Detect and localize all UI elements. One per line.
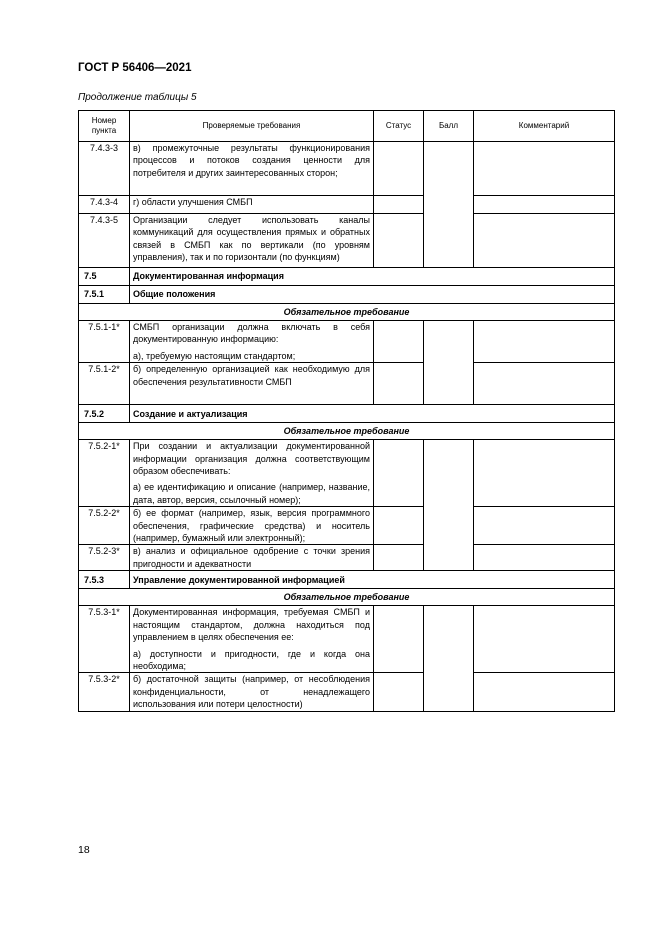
comment-cell[interactable] xyxy=(474,606,615,673)
table-row xyxy=(79,363,615,405)
section-row xyxy=(79,268,615,286)
requirement-text: Организации следует использовать каналы коммуникаций для осуществления прямых и обратных связей в СМБП как по вертикали (по уровням управления), так и по горизонтали (по функциям) xyxy=(130,214,374,268)
mandatory-requirement-label: Обязательное требование xyxy=(79,423,615,440)
requirement-text: г) области улучшения СМБП xyxy=(130,196,374,214)
item-number: 7.5.2-1* xyxy=(79,440,130,507)
header-comment: Комментарий xyxy=(474,111,615,142)
section-row xyxy=(79,286,615,304)
requirement-text: б) ее формат (например, язык, версия программного обеспечения, графические средства) и носитель (например, бумажный или электронный); xyxy=(130,507,374,545)
status-cell[interactable] xyxy=(374,321,424,363)
table-caption: Продолжение таблицы 5 xyxy=(78,92,197,103)
requirement-paragraph: При создании и актуализации документированной информации организация должна соответствующим образом обеспечивать: xyxy=(133,441,370,477)
table-row xyxy=(79,196,615,214)
requirement-text: в) промежуточные результаты функционирования процессов и потоков создания ценности для потребителя и других заинтересованных сторон; xyxy=(130,142,374,196)
requirement-paragraph: СМБП организации должна включать в себя документированную информацию: xyxy=(133,322,370,345)
table-row xyxy=(79,214,615,268)
status-cell[interactable] xyxy=(374,507,424,545)
table-row xyxy=(79,606,615,673)
requirements-table xyxy=(78,110,615,712)
table-header-row xyxy=(79,111,615,142)
section-number: 7.5.2 xyxy=(79,405,130,423)
header-number: Номер пункта xyxy=(79,111,130,142)
table-row xyxy=(79,440,615,507)
status-cell[interactable] xyxy=(374,440,424,507)
comment-cell[interactable] xyxy=(474,545,615,571)
section-number: 7.5 xyxy=(79,268,130,286)
item-number: 7.4.3-5 xyxy=(79,214,130,268)
requirement-paragraph: а) доступности и пригодности, где и когда она необходима; xyxy=(133,648,370,671)
requirement-paragraph: Документированная информация, требуемая СМБП и настоящим стандартом, должна находиться под управлением в целях обеспечения ее: xyxy=(133,607,370,643)
requirement-text xyxy=(130,606,374,673)
comment-cell[interactable] xyxy=(474,673,615,711)
requirement-text: б) достаточной защиты (например, от несоблюдения конфиденциальности, от ненадлежащего использования или потери целостности) xyxy=(130,673,374,711)
status-cell[interactable] xyxy=(374,363,424,405)
mandatory-row xyxy=(79,304,615,321)
requirement-text: в) анализ и официальное одобрение с точки зрения пригодности и адекватности xyxy=(130,545,374,571)
comment-cell[interactable] xyxy=(474,142,615,196)
requirement-paragraph: а), требуемую настоящим стандартом; xyxy=(133,350,296,361)
score-cell[interactable] xyxy=(424,321,474,405)
item-number: 7.5.3-2* xyxy=(79,673,130,711)
section-title: Документированная информация xyxy=(130,268,615,286)
comment-cell[interactable] xyxy=(474,196,615,214)
header-score: Балл xyxy=(424,111,474,142)
item-number: 7.4.3-3 xyxy=(79,142,130,196)
section-row xyxy=(79,405,615,423)
section-number: 7.5.1 xyxy=(79,286,130,304)
standard-designation: ГОСТ Р 56406—2021 xyxy=(78,62,192,74)
item-number: 7.5.2-3* xyxy=(79,545,130,571)
status-cell[interactable] xyxy=(374,214,424,268)
item-number: 7.5.1-1* xyxy=(79,321,130,363)
score-cell[interactable] xyxy=(424,142,474,268)
status-cell[interactable] xyxy=(374,673,424,711)
mandatory-row xyxy=(79,589,615,606)
table-row xyxy=(79,545,615,571)
status-cell[interactable] xyxy=(374,142,424,196)
status-cell[interactable] xyxy=(374,196,424,214)
item-number: 7.5.3-1* xyxy=(79,606,130,673)
table-row xyxy=(79,507,615,545)
table-row xyxy=(79,142,615,196)
score-cell[interactable] xyxy=(424,440,474,571)
comment-cell[interactable] xyxy=(474,363,615,405)
section-title: Общие положения xyxy=(130,286,615,304)
status-cell[interactable] xyxy=(374,606,424,673)
mandatory-requirement-label: Обязательное требование xyxy=(79,589,615,606)
requirement-text xyxy=(130,440,374,507)
section-number: 7.5.3 xyxy=(79,571,130,589)
table-row xyxy=(79,321,615,363)
mandatory-requirement-label: Обязательное требование xyxy=(79,304,615,321)
status-cell[interactable] xyxy=(374,545,424,571)
comment-cell[interactable] xyxy=(474,321,615,363)
page-number: 18 xyxy=(78,844,90,856)
requirement-paragraph: а) ее идентификацию и описание (например, название, дата, автор, версия, ссылочный номер); xyxy=(133,482,370,505)
score-cell[interactable] xyxy=(424,606,474,711)
header-requirements: Проверяемые требования xyxy=(130,111,374,142)
section-title: Создание и актуализация xyxy=(130,405,615,423)
item-number: 7.4.3-4 xyxy=(79,196,130,214)
requirement-text: б) определенную организацией как необходимую для обеспечения результативности СМБП xyxy=(130,363,374,405)
table-row xyxy=(79,673,615,711)
section-title: Управление документированной информацией xyxy=(130,571,615,589)
item-number: 7.5.2-2* xyxy=(79,507,130,545)
item-number: 7.5.1-2* xyxy=(79,363,130,405)
comment-cell[interactable] xyxy=(474,440,615,507)
section-row xyxy=(79,571,615,589)
mandatory-row xyxy=(79,423,615,440)
requirement-text xyxy=(130,321,374,363)
header-status: Статус xyxy=(374,111,424,142)
comment-cell[interactable] xyxy=(474,214,615,268)
comment-cell[interactable] xyxy=(474,507,615,545)
